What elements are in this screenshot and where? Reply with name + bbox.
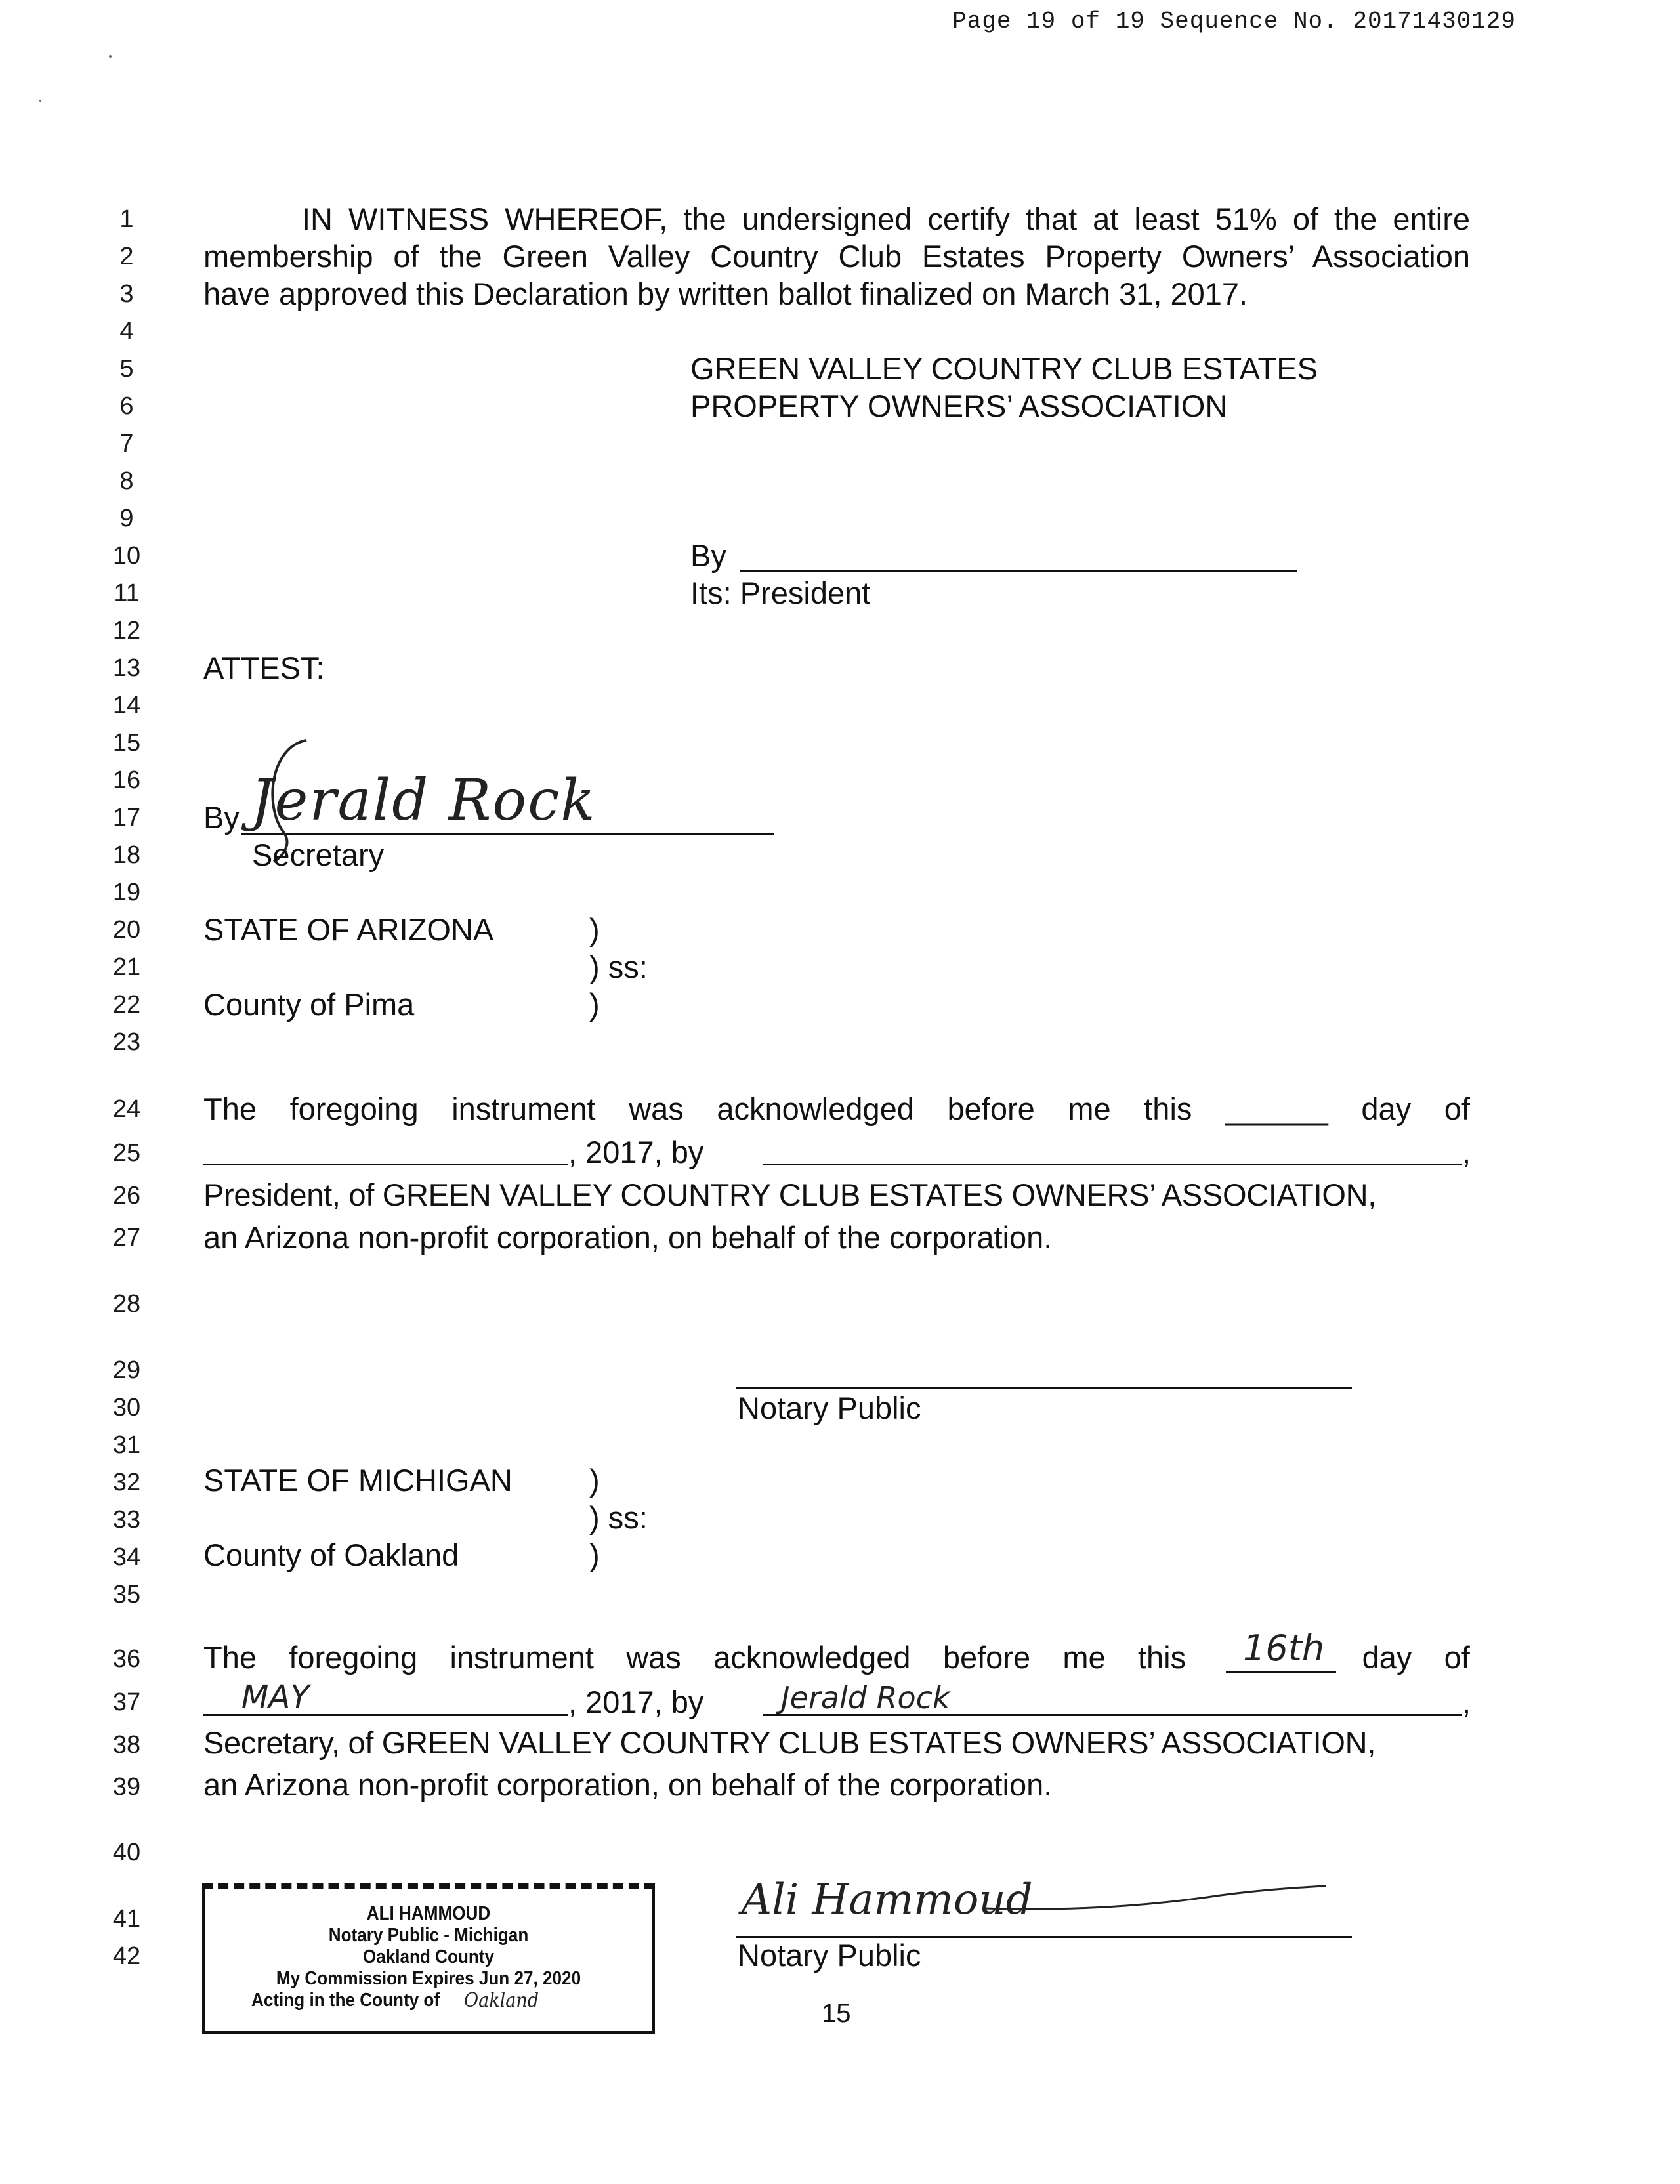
arizona-comma: , bbox=[1462, 1135, 1471, 1169]
line-number: 35 bbox=[112, 1581, 141, 1608]
line-number: 29 bbox=[112, 1356, 141, 1384]
michigan-month-handwritten: MAY bbox=[242, 1679, 310, 1715]
line-number: 20 bbox=[112, 916, 141, 944]
line-number: 7 bbox=[119, 430, 134, 457]
line-number: 27 bbox=[112, 1224, 141, 1251]
line-number: 21 bbox=[112, 954, 141, 981]
line-number: 32 bbox=[112, 1469, 141, 1496]
scan-speck bbox=[109, 55, 112, 58]
line-number: 15 bbox=[112, 729, 141, 757]
arizona-ss: ) ss: bbox=[589, 950, 648, 984]
line-number: 16 bbox=[112, 766, 141, 794]
michigan-day-blank bbox=[1226, 1671, 1336, 1673]
line-number: 2 bbox=[119, 243, 134, 270]
line-number: 8 bbox=[119, 467, 134, 495]
michigan-paren-1: ) bbox=[589, 1463, 600, 1498]
arizona-month-blank bbox=[203, 1164, 568, 1166]
stamp-name: ALI HAMMOUD bbox=[366, 1903, 491, 1924]
witness-line-1: IN WITNESS WHEREOF, the undersigned certify that at least 51% of the entire bbox=[302, 201, 1470, 236]
line-number: 23 bbox=[112, 1028, 141, 1056]
arizona-county: County of Pima bbox=[203, 987, 415, 1022]
arizona-state: STATE OF ARIZONA bbox=[203, 912, 494, 947]
line-number: 26 bbox=[112, 1182, 141, 1209]
line-number: 1 bbox=[119, 205, 134, 233]
line-number: 9 bbox=[119, 505, 134, 532]
michigan-ss: ) ss: bbox=[589, 1500, 648, 1535]
line-number: 34 bbox=[112, 1544, 141, 1571]
line-number: 38 bbox=[112, 1731, 141, 1759]
line-number: 24 bbox=[112, 1095, 141, 1123]
attest-role: Secretary bbox=[252, 837, 385, 872]
line-number: 14 bbox=[112, 692, 141, 719]
page-header: Page 19 of 19 Sequence No. 20171430129 bbox=[952, 8, 1516, 35]
line-number: 30 bbox=[112, 1394, 141, 1421]
line-number: 31 bbox=[112, 1431, 141, 1459]
notary-signature-tail bbox=[984, 1882, 1352, 1922]
stamp-acting: Acting in the County of Oakland bbox=[251, 1989, 539, 2012]
association-name-1: GREEN VALLEY COUNTRY CLUB ESTATES bbox=[690, 351, 1318, 386]
michigan-year-text: , 2017, by bbox=[568, 1685, 704, 1719]
line-number: 4 bbox=[119, 318, 134, 345]
michigan-paren-2: ) bbox=[589, 1538, 600, 1572]
attest-by-label: By bbox=[203, 800, 240, 835]
michigan-ack-line-38: Secretary, of GREEN VALLEY COUNTRY CLUB ESTATES OWNERS’ ASSOCIATION, bbox=[203, 1725, 1376, 1760]
michigan-notary-signature: Ali Hammoud bbox=[742, 1876, 1033, 1924]
association-by-label: By bbox=[690, 538, 726, 573]
arizona-year-text: , 2017, by bbox=[568, 1135, 704, 1169]
line-number: 3 bbox=[119, 280, 134, 308]
line-number: 13 bbox=[112, 654, 141, 682]
line-number: 28 bbox=[112, 1290, 141, 1318]
attest-heading: ATTEST: bbox=[203, 650, 325, 685]
michigan-county: County of Oakland bbox=[203, 1538, 459, 1572]
scan-speck bbox=[39, 100, 41, 102]
line-number: 17 bbox=[112, 804, 141, 831]
line-number: 40 bbox=[112, 1839, 141, 1866]
michigan-month-blank bbox=[203, 1714, 568, 1716]
line-number: 33 bbox=[112, 1506, 141, 1534]
michigan-name-handwritten: Jerald Rock bbox=[781, 1680, 950, 1715]
page-number: 15 bbox=[822, 1999, 851, 2028]
stamp-acting-handwritten: Oakland bbox=[464, 1989, 539, 2012]
witness-line-3: have approved this Declaration by written ballot finalized on March 31, 2017. bbox=[203, 276, 1248, 311]
line-number: 41 bbox=[112, 1905, 141, 1933]
arizona-notary-signature-line bbox=[736, 1387, 1352, 1389]
line-number: 5 bbox=[119, 355, 134, 383]
line-number: 6 bbox=[119, 392, 134, 420]
michigan-ack-line-39: an Arizona non-profit corporation, on behalf of the corporation. bbox=[203, 1767, 1053, 1802]
line-number: 12 bbox=[112, 617, 141, 644]
line-number: 36 bbox=[112, 1645, 141, 1673]
president-signature-line bbox=[740, 570, 1297, 572]
michigan-notary-label: Notary Public bbox=[738, 1938, 921, 1973]
stamp-title: Notary Public - Michigan bbox=[328, 1925, 529, 1946]
line-number: 19 bbox=[112, 879, 141, 906]
line-number: 18 bbox=[112, 841, 141, 869]
line-number: 25 bbox=[112, 1139, 141, 1167]
stamp-county: Oakland County bbox=[362, 1946, 495, 1967]
witness-line-2: membership of the Green Valley Country Club Estates Property Owners’ Association bbox=[203, 239, 1470, 274]
arizona-paren-1: ) bbox=[589, 912, 600, 947]
michigan-day-handwritten: 16th bbox=[1243, 1628, 1325, 1669]
michigan-state: STATE OF MICHIGAN bbox=[203, 1463, 513, 1498]
arizona-ack-line-26: President, of GREEN VALLEY COUNTRY CLUB ESTATES OWNERS’ ASSOCIATION, bbox=[203, 1177, 1376, 1212]
arizona-ack-line-27: an Arizona non-profit corporation, on behalf of the corporation. bbox=[203, 1220, 1053, 1255]
arizona-notary-label: Notary Public bbox=[738, 1391, 921, 1425]
association-its-label: Its: President bbox=[690, 576, 871, 610]
line-number: 11 bbox=[114, 579, 140, 607]
arizona-name-blank bbox=[763, 1164, 1462, 1166]
line-number: 39 bbox=[112, 1773, 141, 1801]
arizona-ack-line-24: The foregoing instrument was acknowledged before me this ______ day of bbox=[203, 1091, 1470, 1126]
association-name-2: PROPERTY OWNERS’ ASSOCIATION bbox=[690, 388, 1228, 423]
notary-stamp bbox=[202, 1883, 655, 2034]
arizona-paren-2: ) bbox=[589, 987, 600, 1022]
michigan-name-blank bbox=[763, 1714, 1462, 1716]
michigan-ack-line-36: The foregoing instrument was acknowledged before me this day of bbox=[203, 1640, 1470, 1675]
secretary-signature: Jerald Rock bbox=[251, 768, 597, 833]
michigan-comma: , bbox=[1462, 1685, 1471, 1719]
line-number: 37 bbox=[112, 1689, 141, 1716]
stamp-expires: My Commission Expires Jun 27, 2020 bbox=[276, 1968, 581, 1989]
line-number: 42 bbox=[112, 1942, 141, 1970]
line-number: 10 bbox=[112, 542, 141, 570]
line-number: 22 bbox=[112, 991, 141, 1018]
